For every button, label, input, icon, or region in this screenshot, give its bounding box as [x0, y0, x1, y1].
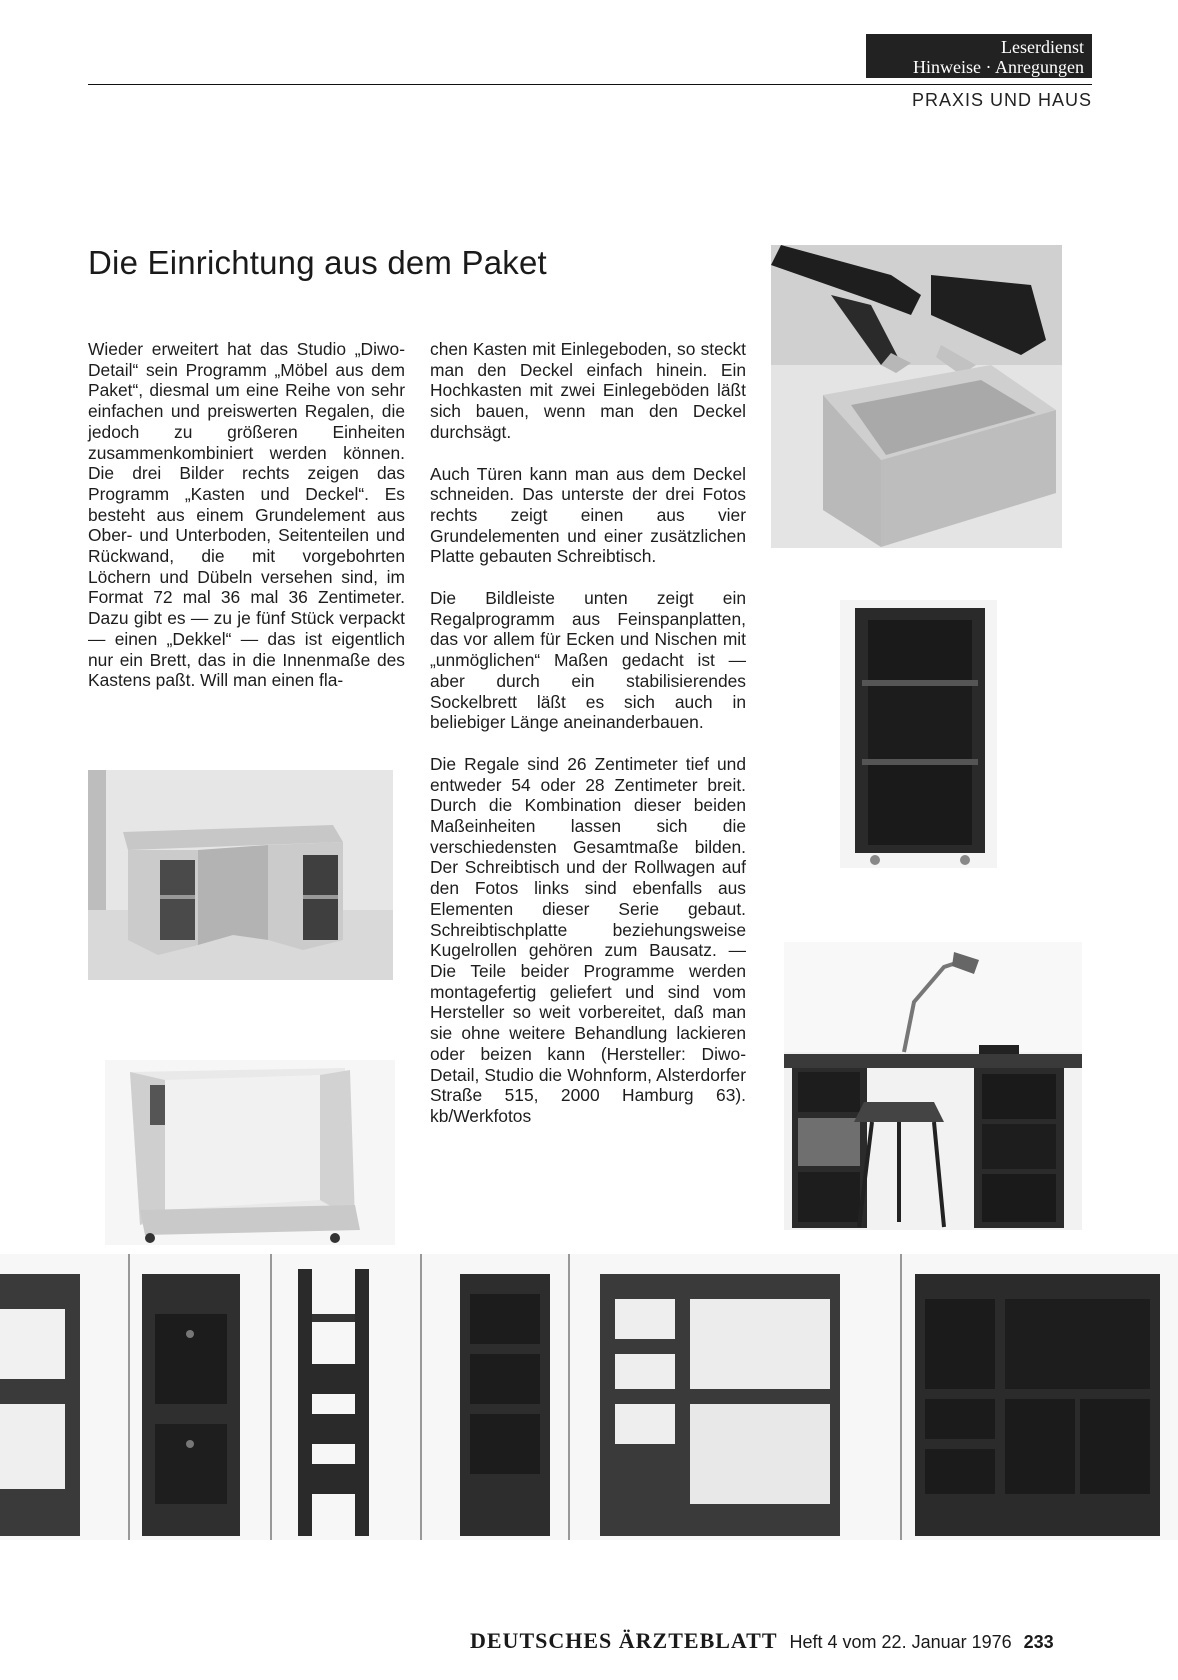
paragraph: chen Kasten mit Einlegeboden, so steckt man den Deckel einfach hinein. Ein Hochkasten mit zwei Einlegeböden läßt sich bauen, wenn man den Deckel durchsägt.	[430, 339, 746, 442]
photo-rolling-cart	[105, 1060, 395, 1245]
text-column-1	[88, 339, 405, 691]
photo-desk	[88, 770, 393, 980]
section-badge	[866, 34, 1092, 78]
journal-name: DEUTSCHES ÄRZTEBLATT	[470, 1628, 778, 1653]
photo-desk-with-lamp	[784, 942, 1082, 1230]
badge-line-2: Hinweise · Anregungen	[913, 57, 1084, 77]
page-number: 233	[1023, 1632, 1054, 1652]
issue-info: Heft 4 vom 22. Januar 1976	[789, 1632, 1012, 1652]
page-footer	[470, 1628, 1054, 1654]
paragraph: Wieder erweitert hat das Studio „Diwo-Detail“ sein Programm „Möbel aus dem Paket“, diesmal um eine Reihe von sehr einfachen und preiswerten Regalen, die jedoch zu größeren Einheiten zusammenkombiniert werden können. Die drei Bilder rechts zeigen das Programm „Kasten und Deckel“. Es besteht aus einem Grundelement aus Ober- und Unterboden, Seitenteilen und Rückwand, die mit vorgebohrten Löchern und Dübeln versehen sind, im Format 72 mal 36 mal 36 Zentimeter. Dazu gibt es — zu je fünf Stück verpackt — einen „Dekkel“ — das ist eigentlich nur ein Brett, das in die Innenmaße des Kastens paßt. Will man einen fla-	[88, 339, 405, 691]
article-title: Die Einrichtung aus dem Paket	[88, 244, 547, 281]
photo-box-with-lid	[771, 245, 1062, 548]
header-rule	[88, 84, 1092, 85]
section-label: PRAXIS UND HAUS	[911, 90, 1092, 110]
photo-strip-shelving-program	[0, 1254, 1178, 1540]
text-column-2	[430, 339, 746, 1148]
paragraph: Die Regale sind 26 Zentimeter tief und entweder 54 oder 28 Zentimeter breit. Durch die Kombination dieser beiden Maßeinheiten lassen sich die verschiedensten Gesamtmaße bilden. Der Schreibtisch und der Rollwagen auf den Fotos links sind ebenfalls aus Elementen dieser Serie gebaut. Schreibtischplatte beziehungsweise Kugelrollen gehören zum Bausatz. — Die Teile beider Programme werden montagefertig geliefert und sind vom Hersteller so weit vorbereitet, daß man sie ohne weitere Behandlung lackieren oder beizen kann (Hersteller: Diwo-Detail, Studio die Wohnform, Alsterdorfer Straße 515, 2000 Hamburg 63). kb/Werkfotos	[430, 753, 746, 1126]
paragraph: Die Bildleiste unten zeigt ein Regalprogramm aus Feinspanplatten, das vor allem für Ecken und Nischen mit „unmöglichen“ Maßen gedacht ist — aber durch ein stabilisierendes Sockelbrett läßt es sich auch in beliebiger Länge aneinanderbauen.	[430, 588, 746, 733]
paragraph: Auch Türen kann man aus dem Deckel schneiden. Das unterste der drei Fotos rechts zeigt einen aus vier Grundelementen und einer zusätzlichen Platte gebauten Schreibtisch.	[430, 463, 746, 567]
photo-tall-shelf	[840, 600, 997, 868]
badge-line-1: Leserdienst	[1001, 37, 1084, 57]
